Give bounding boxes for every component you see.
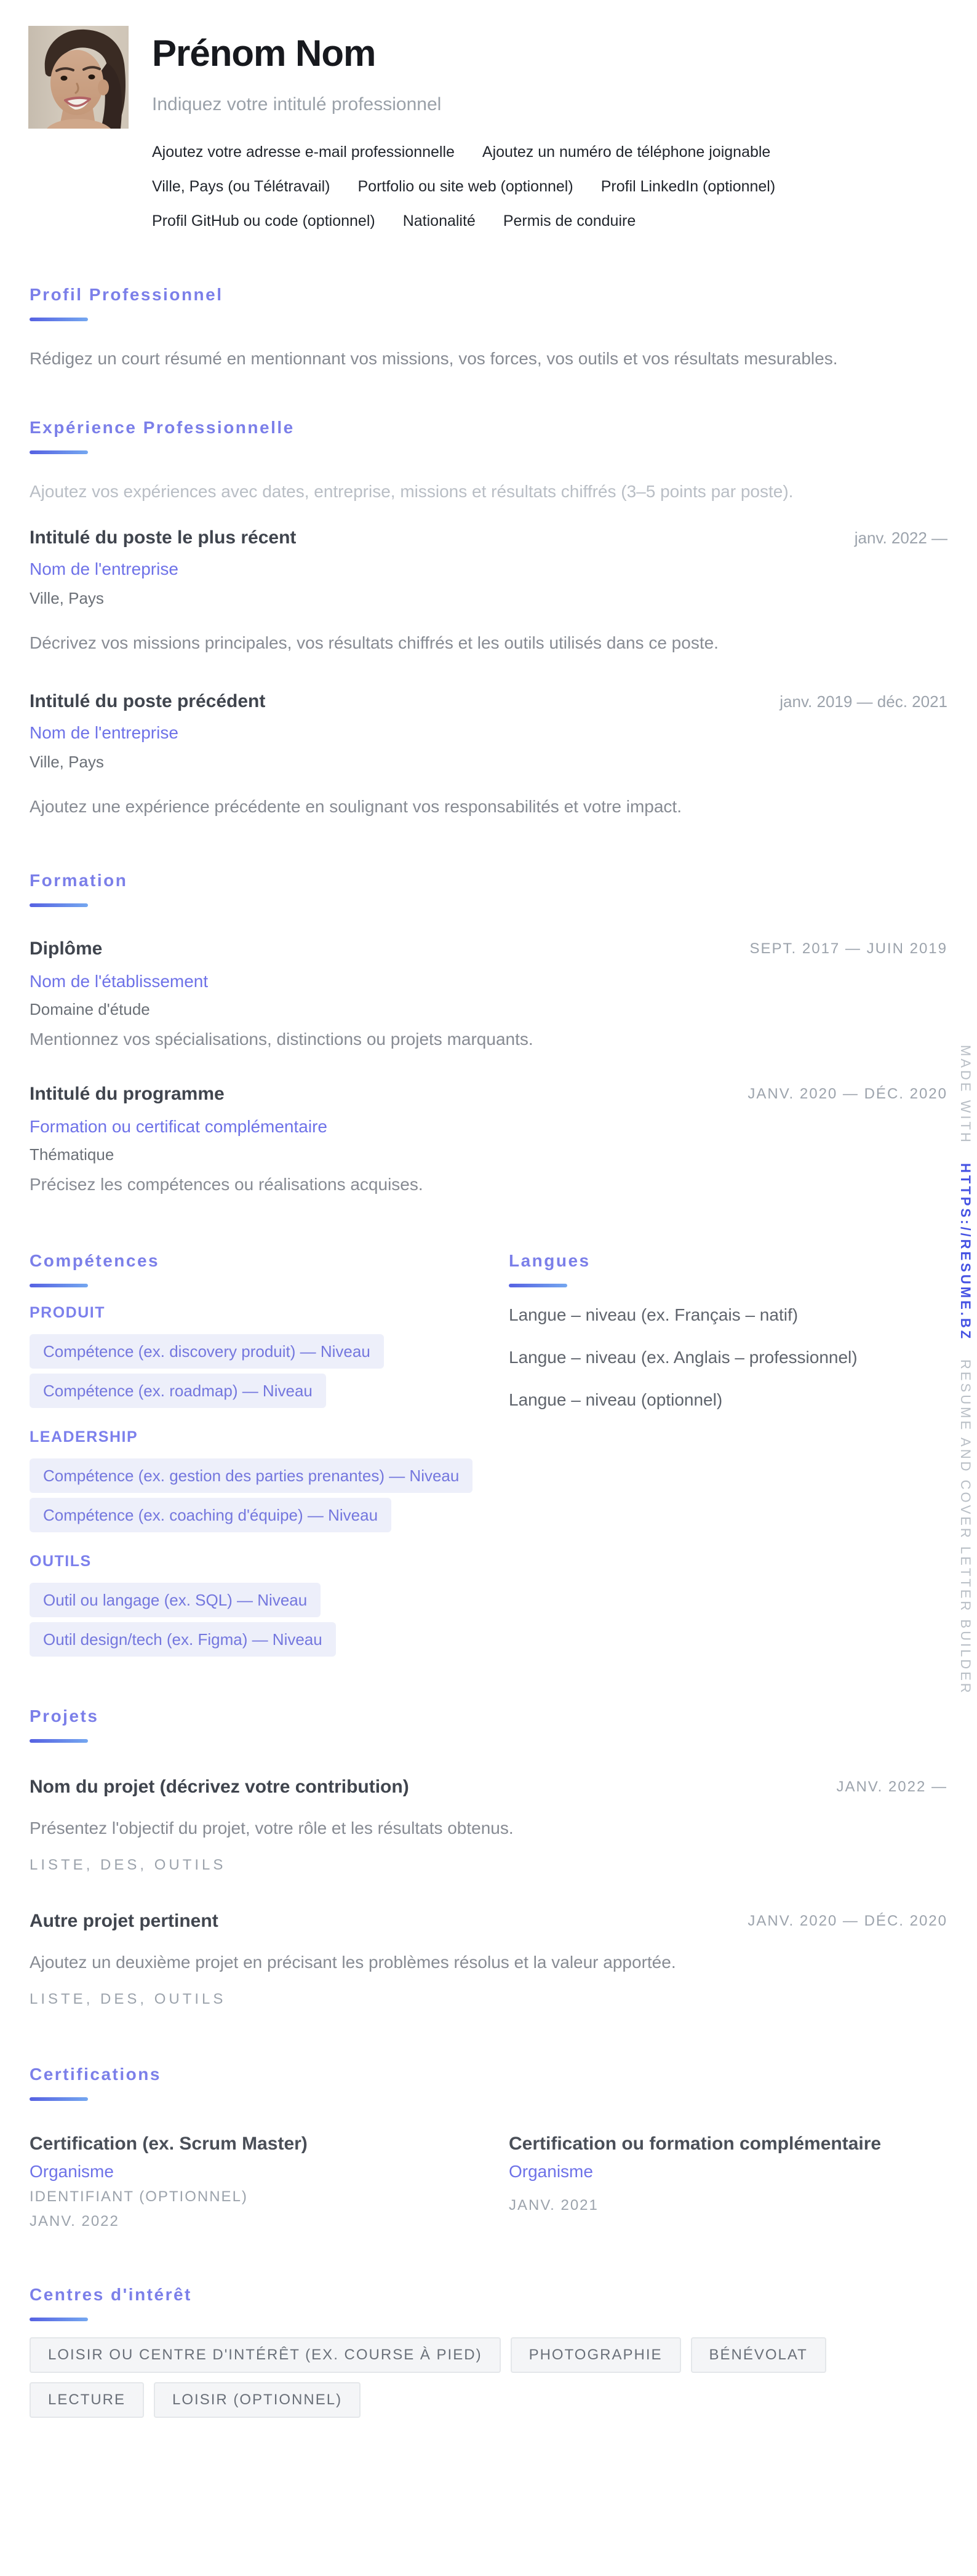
- candidate-headline: Indiquez votre intitulé professionnel: [152, 94, 442, 114]
- degree-title: Diplôme: [30, 938, 103, 959]
- project-dates: JANV. 2022 —: [836, 1778, 947, 1795]
- branding-sidebar: [957, 1045, 973, 1695]
- education-entry-header: [30, 938, 947, 960]
- certification-credential: IDENTIFIANT (OPTIONNEL): [30, 2188, 248, 2205]
- section-heading-interests: Centres d'intérêt: [30, 2285, 192, 2304]
- skill-pill: Compétence (ex. roadmap) — Niveau: [30, 1374, 326, 1408]
- section-heading-skills: Compétences: [30, 1251, 160, 1270]
- contact-row: [152, 143, 775, 161]
- section-underline: [30, 318, 88, 321]
- skill-group-label: OUTILS: [30, 1553, 92, 1570]
- school-name: Formation ou certificat complémentaire: [30, 1117, 327, 1136]
- contact-linkedin: Profil LinkedIn (optionnel): [600, 178, 776, 195]
- school-name: Nom de l'établissement: [30, 972, 209, 991]
- skill-pill: Outil design/tech (ex. Figma) — Niveau: [30, 1622, 336, 1657]
- job-description: Décrivez vos missions principales, vos résultats chiffrés et les outils utilisés dans ce poste.: [30, 633, 719, 652]
- field-of-study: Thématique: [30, 1145, 114, 1164]
- skill-pill: Compétence (ex. coaching d'équipe) — Niveau: [30, 1498, 391, 1532]
- interest-tags: [30, 2337, 928, 2418]
- contact-driving-license: Permis de conduire: [503, 212, 636, 230]
- section-heading-certifications: Certifications: [30, 2065, 161, 2084]
- branding-site-link[interactable]: HTTPS://RESUME.BZ: [958, 1162, 973, 1342]
- contact-phone: Ajoutez un numéro de téléphone joignable: [482, 143, 771, 161]
- skill-group-label: LEADERSHIP: [30, 1428, 138, 1446]
- certification-issuer: Organisme: [30, 2162, 114, 2181]
- interest-tag: LOISIR (OPTIONNEL): [154, 2382, 361, 2418]
- skills-languages-row: [30, 1250, 947, 1657]
- section-underline: [30, 2318, 88, 2321]
- contact-email: Ajoutez votre adresse e-mail professionnelle: [152, 143, 455, 161]
- section-heading-languages: Langues: [509, 1251, 591, 1270]
- project-entry: [30, 1910, 947, 2009]
- certification-entry: [30, 2133, 478, 2230]
- section-heading-education: Formation: [30, 871, 128, 890]
- section-education: [30, 870, 947, 1195]
- job-location: Ville, Pays: [30, 589, 104, 607]
- education-entry: [30, 1083, 947, 1195]
- section-heading-projects: Projets: [30, 1706, 99, 1726]
- project-entry-header: [30, 1776, 947, 1798]
- section-languages: [509, 1250, 957, 1657]
- certification-entry: [509, 2133, 957, 2230]
- degree-title: Intitulé du programme: [30, 1084, 225, 1104]
- section-underline: [509, 1284, 567, 1287]
- profile-photo-illustration: [28, 26, 129, 129]
- language-item: Langue – niveau (ex. Français – natif): [509, 1305, 799, 1324]
- header-text-block: [152, 26, 775, 230]
- education-entry: [30, 938, 947, 1050]
- skill-group-label: PRODUIT: [30, 1304, 105, 1321]
- project-tools: LISTE, DES, OUTILS: [30, 1857, 226, 1873]
- experience-intro: Ajoutez vos expériences avec dates, entreprise, missions et résultats chiffrés (3–5 points par poste).: [30, 482, 794, 501]
- project-title: Autre projet pertinent: [30, 1911, 218, 1931]
- contact-website: Portfolio ou site web (optionnel): [357, 178, 573, 195]
- certification-date: JANV. 2022: [30, 2213, 119, 2230]
- education-dates: SEPT. 2017 — JUIN 2019: [749, 940, 947, 957]
- interest-tag: LOISIR OU CENTRE D'INTÉRÊT (EX. COURSE À PIED): [30, 2337, 501, 2373]
- section-experience: [30, 417, 947, 817]
- project-title: Nom du projet (décrivez votre contribution): [30, 1777, 409, 1797]
- section-underline: [30, 903, 88, 907]
- education-entry-header: [30, 1083, 947, 1105]
- branding-tagline: RESUME AND COVER LETTER BUILDER: [958, 1359, 973, 1695]
- education-description: Précisez les compétences ou réalisations acquises.: [30, 1175, 423, 1194]
- project-description: Ajoutez un deuxième projet en précisant les problèmes résolus et la valeur apportée.: [30, 1953, 676, 1972]
- skill-pill: Outil ou langage (ex. SQL) — Niveau: [30, 1583, 321, 1617]
- profile-photo: [28, 26, 129, 129]
- project-dates: JANV. 2020 — DÉC. 2020: [748, 1913, 947, 1929]
- resume-body: [0, 284, 977, 2418]
- project-tools: LISTE, DES, OUTILS: [30, 1991, 226, 2007]
- project-description: Présentez l'objectif du projet, votre rôle et les résultats obtenus.: [30, 1818, 514, 1838]
- project-entry-header: [30, 1910, 947, 1932]
- certification-title: Certification (ex. Scrum Master): [30, 2134, 308, 2154]
- contact-row: [152, 177, 775, 196]
- section-profile: [30, 284, 947, 378]
- company-name: Nom de l'entreprise: [30, 723, 178, 742]
- job-title: Intitulé du poste précédent: [30, 691, 266, 711]
- interest-tag: LECTURE: [30, 2382, 144, 2418]
- contact-row: [152, 212, 775, 230]
- field-of-study: Domaine d'étude: [30, 1000, 150, 1018]
- language-item: Langue – niveau (ex. Anglais – professionnel): [509, 1348, 858, 1367]
- section-certifications: [30, 2064, 947, 2230]
- language-item: Langue – niveau (optionnel): [509, 1390, 723, 1409]
- experience-entry: [30, 527, 947, 654]
- section-underline: [30, 450, 88, 454]
- interest-tag: BÉNÉVOLAT: [691, 2337, 826, 2373]
- education-dates: JANV. 2020 — DÉC. 2020: [748, 1086, 947, 1102]
- section-underline: [30, 2097, 88, 2101]
- job-dates: janv. 2022 —: [854, 529, 947, 547]
- contact-nationality: Nationalité: [402, 212, 476, 230]
- section-underline: [30, 1284, 88, 1287]
- section-underline: [30, 1739, 88, 1743]
- section-heading-profile: Profil Professionnel: [30, 285, 223, 304]
- candidate-name: Prénom Nom: [152, 33, 376, 74]
- certification-issuer: Organisme: [509, 2162, 593, 2181]
- certification-date: JANV. 2021: [509, 2197, 599, 2214]
- profile-summary: Rédigez un court résumé en mentionnant vos missions, vos forces, vos outils et vos résultats mesurables.: [30, 349, 838, 368]
- skill-pill: Compétence (ex. discovery produit) — Niveau: [30, 1334, 384, 1369]
- experience-entry-header: [30, 690, 947, 713]
- section-projects: [30, 1706, 947, 2009]
- education-description: Mentionnez vos spécialisations, distinctions ou projets marquants.: [30, 1030, 533, 1049]
- contact-location: Ville, Pays (ou Télétravail): [152, 178, 330, 195]
- section-interests: [30, 2284, 947, 2418]
- interest-tag: PHOTOGRAPHIE: [511, 2337, 681, 2373]
- contact-info: [152, 143, 775, 230]
- job-title: Intitulé du poste le plus récent: [30, 527, 297, 548]
- section-heading-experience: Expérience Professionnelle: [30, 418, 295, 437]
- certification-title: Certification ou formation complémentaire: [509, 2134, 882, 2154]
- skill-pill: Compétence (ex. gestion des parties prenantes) — Niveau: [30, 1458, 473, 1493]
- contact-github: Profil GitHub ou code (optionnel): [152, 212, 375, 230]
- job-dates: janv. 2019 — déc. 2021: [780, 692, 947, 711]
- job-location: Ville, Pays: [30, 753, 104, 771]
- experience-entry: [30, 690, 947, 817]
- company-name: Nom de l'entreprise: [30, 559, 178, 578]
- certifications-grid: [30, 2133, 947, 2230]
- experience-entry-header: [30, 527, 947, 549]
- project-entry: [30, 1776, 947, 1874]
- branding-made-with: MADE WITH: [958, 1045, 973, 1145]
- header: [28, 26, 947, 230]
- job-description: Ajoutez une expérience précédente en soulignant vos responsabilités et votre impact.: [30, 797, 682, 816]
- section-skills: [30, 1250, 478, 1657]
